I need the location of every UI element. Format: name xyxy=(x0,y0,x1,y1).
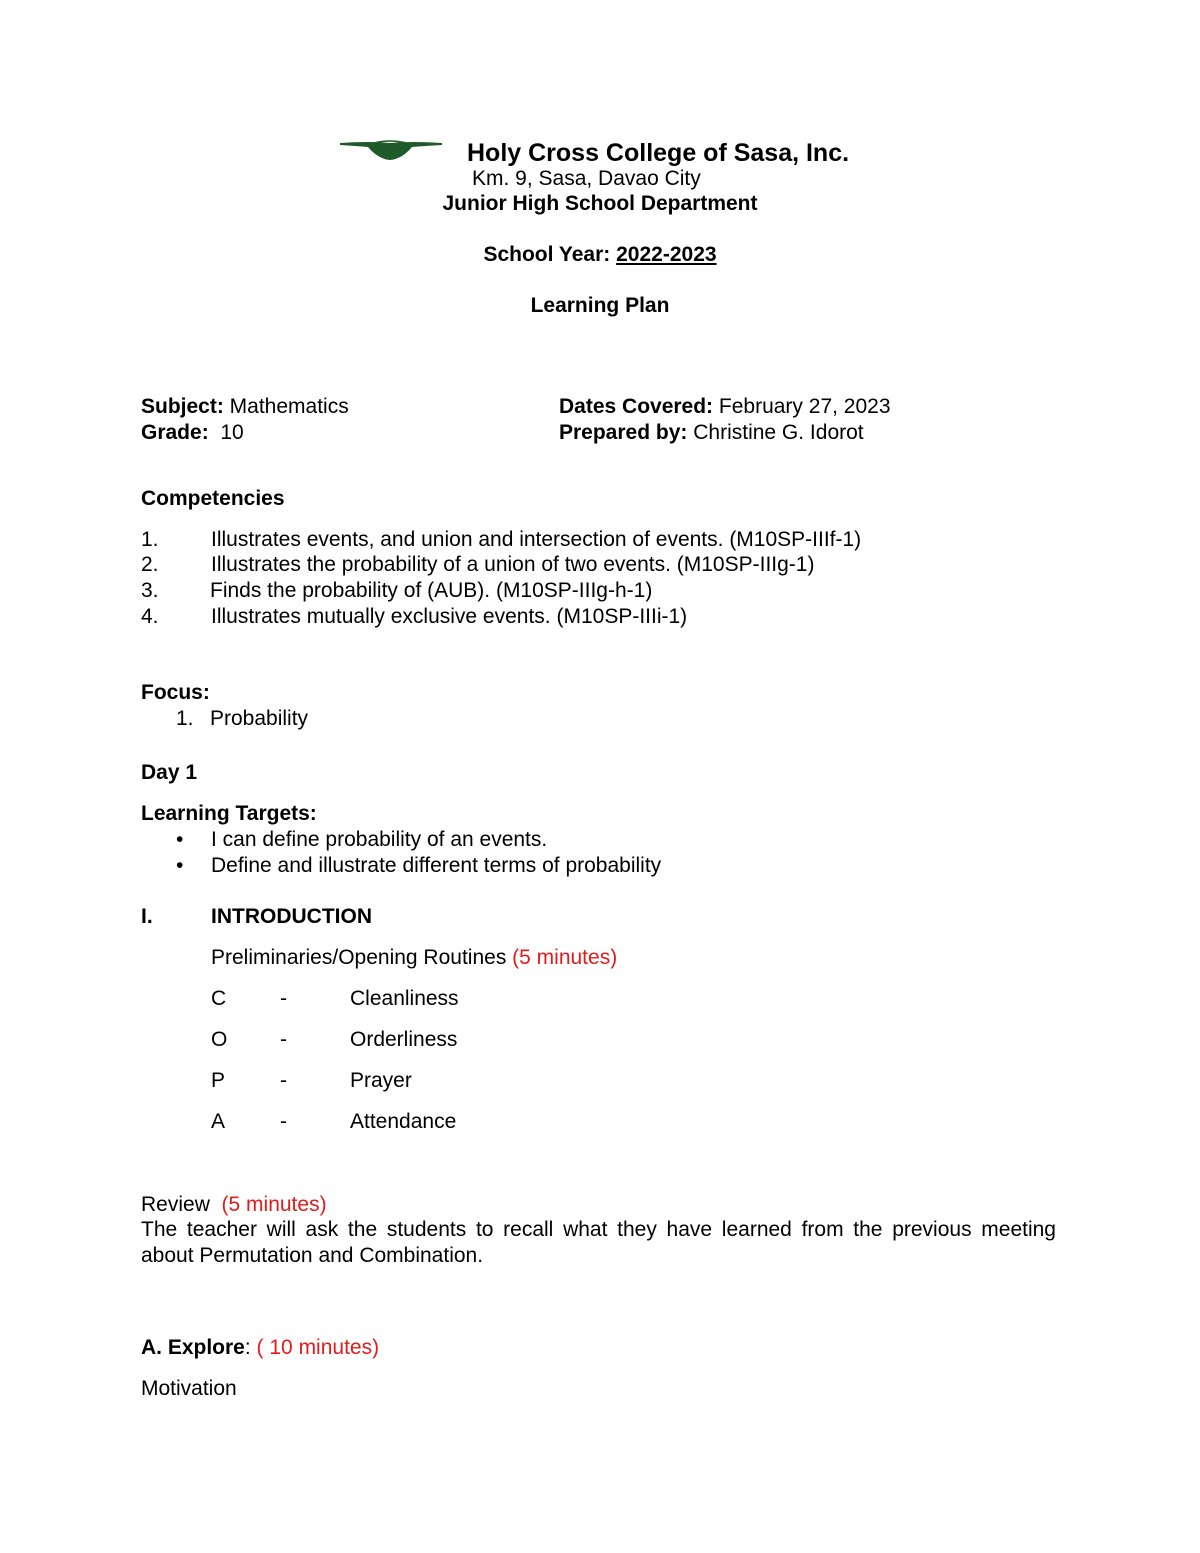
copa-letter: O xyxy=(211,1028,228,1051)
motivation-label: Motivation xyxy=(141,1377,237,1400)
list-item xyxy=(176,706,308,732)
list-item xyxy=(141,578,652,604)
learning-targets-heading: Learning Targets: xyxy=(141,802,317,825)
review-line xyxy=(141,1192,327,1218)
list-text: Illustrates events, and union and intersection of events. (M10SP-IIIf-1) xyxy=(211,528,862,551)
list-number: 1. xyxy=(176,707,194,730)
list-text: Define and illustrate different terms of probability xyxy=(211,854,662,877)
prepared-value: Christine G. Idorot xyxy=(687,421,864,444)
grade-label: Grade: xyxy=(141,421,209,444)
grade-line xyxy=(141,420,244,446)
copa-word: Cleanliness xyxy=(350,987,459,1010)
dates-value: February 27, 2023 xyxy=(713,395,891,418)
school-year xyxy=(0,242,1200,268)
list-number: 3. xyxy=(141,579,159,602)
subject-label: Subject: xyxy=(141,395,224,418)
copa-dash: - xyxy=(280,1110,287,1133)
preliminaries-text: Preliminaries/Opening Routines xyxy=(211,946,513,969)
list-text: Illustrates the probability of a union of two events. (M10SP-IIIg-1) xyxy=(211,553,815,576)
department-name: Junior High School Department xyxy=(442,192,758,215)
list-item xyxy=(176,827,547,853)
bullet-icon: • xyxy=(176,854,184,877)
copa-dash: - xyxy=(280,1028,287,1051)
school-address: Km. 9, Sasa, Davao City xyxy=(472,167,701,190)
list-text: I can define probability of an events. xyxy=(211,828,548,851)
prepared-label: Prepared by: xyxy=(559,421,688,444)
preliminaries-line xyxy=(211,945,617,971)
explore-label: A. Explore xyxy=(141,1336,245,1359)
list-item xyxy=(141,527,861,553)
prepared-line xyxy=(559,420,864,446)
list-item xyxy=(141,552,814,578)
list-number: 2. xyxy=(141,553,159,576)
subject-value: Mathematics xyxy=(223,395,349,418)
list-text: Probability xyxy=(210,707,309,730)
day-heading: Day 1 xyxy=(141,761,198,784)
explore-time: ( 10 minutes) xyxy=(256,1336,380,1359)
review-paragraph: The teacher will ask the students to recall what they have learned from the previous meeting about Permutation and Combination. xyxy=(141,1218,1056,1267)
list-item xyxy=(176,853,661,879)
copa-dash: - xyxy=(280,987,287,1010)
copa-letter: P xyxy=(211,1069,226,1092)
copa-letter: A xyxy=(211,1110,226,1133)
list-text: Illustrates mutually exclusive events. (M10SP-IIIi-1) xyxy=(211,605,688,628)
school-name: Holy Cross College of Sasa, Inc. xyxy=(467,139,850,167)
bullet-icon: • xyxy=(176,828,184,851)
school-seal-icon xyxy=(338,137,444,163)
explore-line xyxy=(141,1335,379,1361)
list-item xyxy=(141,604,687,630)
review-label: Review xyxy=(141,1193,222,1216)
subject-line xyxy=(141,394,349,420)
list-number: 4. xyxy=(141,605,159,628)
introduction-heading: INTRODUCTION xyxy=(211,905,372,928)
focus-heading: Focus: xyxy=(141,681,210,704)
copa-word: Attendance xyxy=(350,1110,457,1133)
explore-separator: : xyxy=(244,1336,257,1359)
grade-value: 10 xyxy=(208,421,244,444)
competencies-heading: Competencies xyxy=(141,487,285,510)
school-year-label: School Year: xyxy=(483,243,611,266)
copa-word: Orderliness xyxy=(350,1028,458,1051)
copa-letter: C xyxy=(211,987,227,1010)
review-time: (5 minutes) xyxy=(221,1193,327,1216)
copa-word: Prayer xyxy=(350,1069,412,1092)
document-title: Learning Plan xyxy=(530,294,670,317)
preliminaries-time: (5 minutes) xyxy=(512,946,618,969)
list-number: 1. xyxy=(141,528,159,551)
dates-label: Dates Covered: xyxy=(559,395,714,418)
list-text: Finds the probability of (AUB). (M10SP-IIIg-h-1) xyxy=(210,579,653,602)
dates-line xyxy=(559,394,891,420)
copa-dash: - xyxy=(280,1069,287,1092)
school-year-value: 2022-2023 xyxy=(616,243,717,266)
section-numeral: I. xyxy=(141,905,153,928)
